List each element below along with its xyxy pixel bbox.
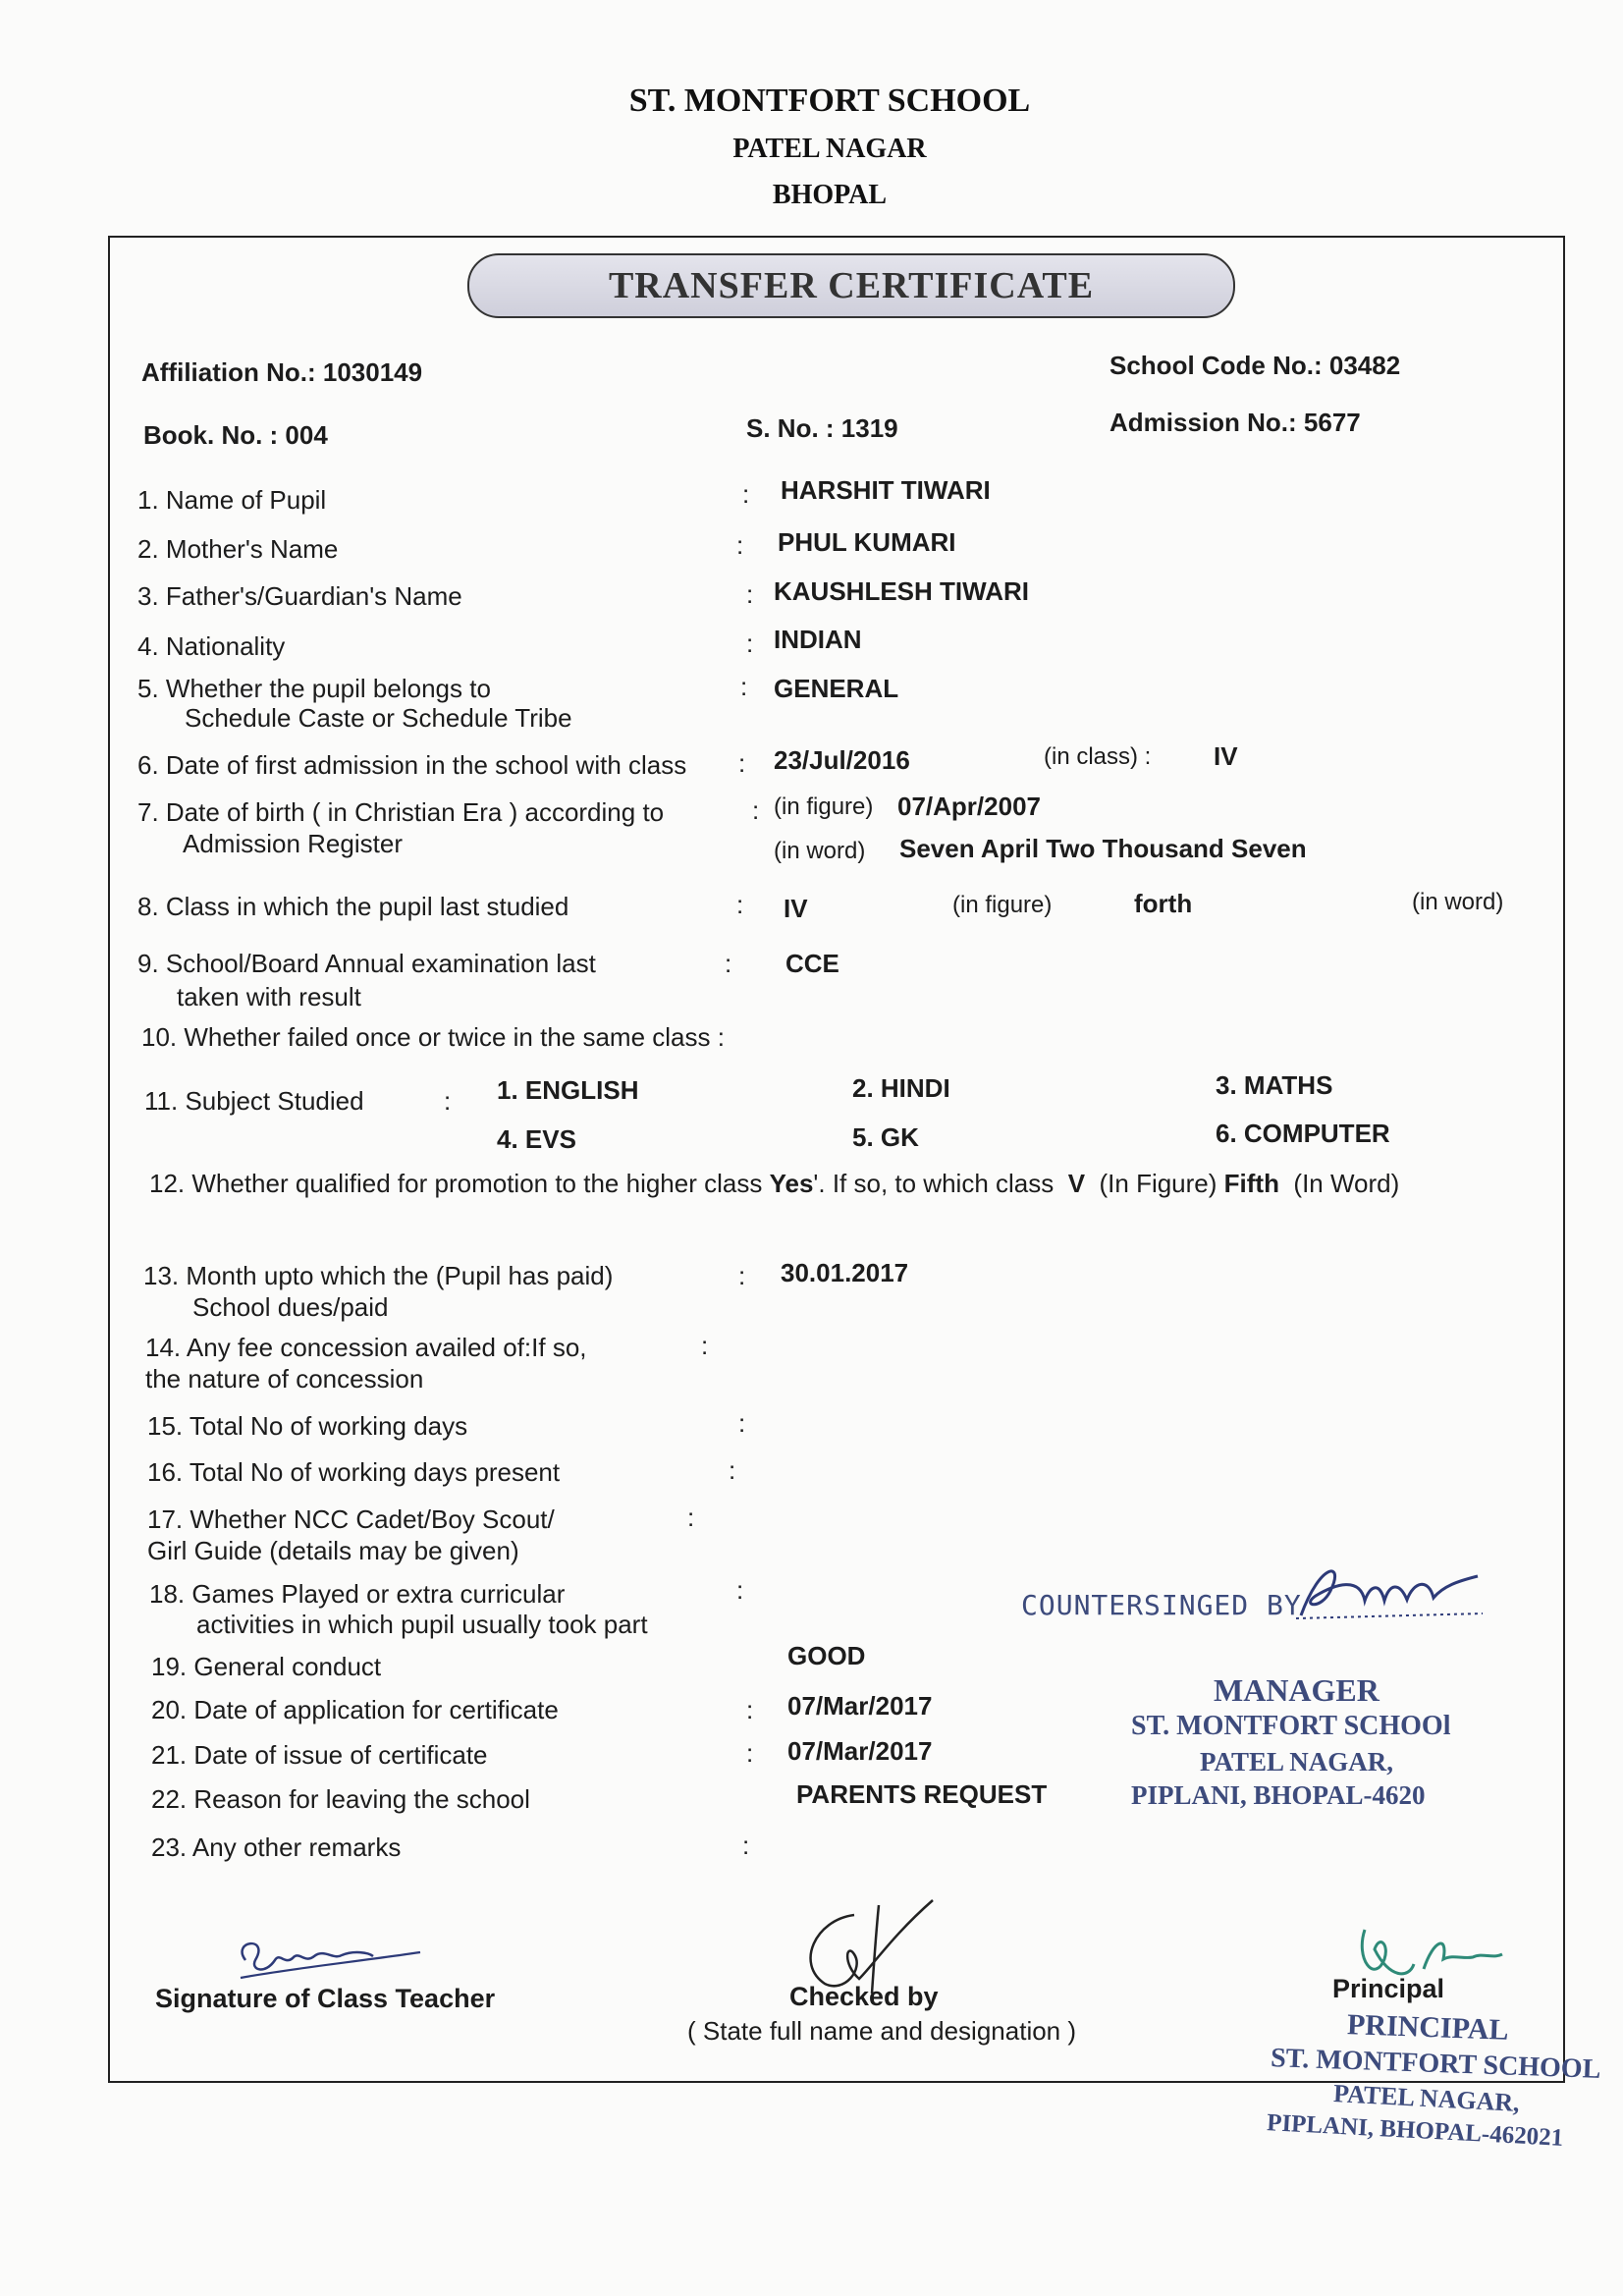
row-4-label: 4. Nationality — [137, 631, 286, 661]
principal-stamp-address: PIPLANI, BHOPAL-462021 — [1266, 2109, 1564, 2152]
nationality: INDIAN — [774, 625, 862, 654]
row-18-label-2: activities in which pupil usually took part — [196, 1610, 648, 1639]
row-12 — [149, 1169, 1399, 1199]
manager-stamp-school: ST. MONTFORT SCHOOl — [1131, 1711, 1451, 1741]
principal-stamp-area: PATEL NAGAR, — [1332, 2079, 1521, 2117]
row-7-label-2: Admission Register — [183, 829, 403, 858]
row-2-label: 2. Mother's Name — [137, 534, 339, 564]
row-17-label-2: Girl Guide (details may be given) — [147, 1536, 519, 1565]
principal-stamp-school: ST. MONTFORT SCHOOL — [1270, 2043, 1601, 2085]
row-13-colon: : — [738, 1261, 746, 1290]
manager-stamp-title: MANAGER — [1214, 1672, 1380, 1708]
row-23-label: 23. Any other remarks — [151, 1832, 402, 1862]
general-conduct: GOOD — [787, 1641, 866, 1670]
book-no: Book. No. : 004 — [143, 420, 328, 450]
principal-label: Principal — [1332, 1974, 1445, 2003]
countersign-stamp: COUNTERSINGED BY — [1021, 1589, 1302, 1621]
row-22-label: 22. Reason for leaving the school — [151, 1784, 530, 1814]
dob-figure-label: (in figure) — [774, 793, 874, 820]
row-9-label: 9. School/Board Annual examination last — [137, 949, 596, 978]
promoted-class-word: Fifth — [1223, 1169, 1279, 1198]
promotion-answer: Yes — [769, 1169, 814, 1198]
subject-1: 1. ENGLISH — [497, 1075, 639, 1105]
row-15-label: 15. Total No of working days — [147, 1411, 468, 1441]
dob-word-label: (in word) — [774, 838, 866, 864]
principal-stamp-title: PRINCIPAL — [1346, 2008, 1509, 2047]
subject-2: 2. HINDI — [852, 1073, 950, 1103]
last-class-figure-label: (in figure) — [952, 892, 1053, 918]
row-21-label: 21. Date of issue of certificate — [151, 1740, 488, 1770]
row-19-label: 19. General conduct — [151, 1652, 382, 1681]
row-9-label-2: taken with result — [177, 982, 361, 1011]
first-admission-date: 23/Jul/2016 — [774, 745, 910, 775]
checked-by-label: Checked by — [789, 1982, 939, 2011]
row-17-label: 17. Whether NCC Cadet/Boy Scout/ — [147, 1504, 555, 1534]
row-4-colon: : — [746, 629, 754, 658]
last-class-word-label: (in word) — [1412, 889, 1504, 915]
mother-name: PHUL KUMARI — [778, 527, 956, 557]
manager-signature — [1291, 1557, 1488, 1630]
row-10-label: 10. Whether failed once or twice in the same class : — [141, 1022, 725, 1052]
row-5-colon: : — [740, 672, 748, 701]
row-5-label-2: Schedule Caste or Schedule Tribe — [185, 703, 572, 733]
last-class-word: forth — [1134, 889, 1193, 918]
row-13-label: 13. Month upto which the (Pupil has paid) — [143, 1261, 614, 1290]
school-name: ST. MONTFORT SCHOOL — [628, 82, 1031, 119]
row-7-label: 7. Date of birth ( in Christian Era ) according to — [137, 797, 665, 827]
row-12-question: 12. Whether qualified for promotion to the higher class — [149, 1169, 763, 1198]
dues-paid-month: 30.01.2017 — [781, 1258, 909, 1287]
row-6-colon: : — [738, 748, 746, 778]
promoted-class-word-label: (In Word) — [1293, 1169, 1400, 1198]
row-18-colon: : — [736, 1575, 744, 1605]
dob-word: Seven April Two Thousand Seven — [899, 834, 1307, 863]
dob-figure: 07/Apr/2007 — [897, 792, 1041, 821]
school-city: BHOPAL — [772, 180, 888, 210]
admission-no: Admission No.: 5677 — [1109, 408, 1361, 437]
row-9-colon: : — [725, 949, 732, 978]
row-16-colon: : — [729, 1455, 736, 1485]
admission-class: IV — [1214, 741, 1238, 771]
issue-date: 07/Mar/2017 — [787, 1736, 933, 1766]
in-class-label: (in class) : — [1044, 743, 1152, 770]
row-13-label-2: School dues/paid — [192, 1292, 389, 1322]
row-18-label: 18. Games Played or extra curricular — [149, 1579, 566, 1609]
row-20-label: 20. Date of application for certificate — [151, 1695, 559, 1724]
subject-6: 6. COMPUTER — [1216, 1119, 1390, 1148]
leaving-reason: PARENTS REQUEST — [796, 1779, 1048, 1809]
caste-category: GENERAL — [774, 674, 899, 703]
row-8-label: 8. Class in which the pupil last studied — [137, 892, 569, 921]
promoted-class: V — [1067, 1169, 1086, 1198]
row-2-colon: : — [736, 530, 744, 560]
row-11-label: 11. Subject Studied — [144, 1086, 364, 1116]
row-14-label: 14. Any fee concession availed of:If so, — [145, 1333, 587, 1362]
certificate-title: TRANSFER CERTIFICATE — [608, 265, 1095, 306]
row-21-colon: : — [746, 1738, 754, 1768]
class-teacher-label: Signature of Class Teacher — [155, 1984, 496, 2013]
row-7-colon: : — [752, 795, 760, 825]
subject-3: 3. MATHS — [1216, 1070, 1333, 1100]
subject-5: 5. GK — [852, 1122, 919, 1152]
row-15-colon: : — [738, 1408, 746, 1438]
title-banner — [467, 253, 1235, 318]
row-5-label: 5. Whether the pupil belongs to — [137, 674, 491, 703]
row-16-label: 16. Total No of working days present — [147, 1457, 561, 1487]
exam-result: CCE — [785, 949, 839, 978]
promoted-class-figure-label: (In Figure) — [1099, 1169, 1217, 1198]
row-1-colon: : — [742, 479, 750, 509]
row-20-colon: : — [746, 1695, 754, 1724]
application-date: 07/Mar/2017 — [787, 1691, 933, 1721]
serial-no: S. No. : 1319 — [746, 413, 898, 443]
row-23-colon: : — [742, 1831, 750, 1860]
manager-stamp-area: PATEL NAGAR, — [1200, 1747, 1394, 1777]
row-14-label-2: the nature of concession — [145, 1364, 424, 1394]
row-3-colon: : — [746, 579, 754, 609]
row-3-label: 3. Father's/Guardian's Name — [137, 581, 462, 611]
manager-stamp-address: PIPLANI, BHOPAL-4620 — [1131, 1780, 1426, 1810]
checked-by-note: ( State full name and designation ) — [687, 2016, 1077, 2046]
father-name: KAUSHLESH TIWARI — [774, 576, 1029, 606]
class-teacher-signature — [226, 1931, 422, 1990]
row-11-colon: : — [444, 1086, 452, 1116]
row-14-colon: : — [701, 1331, 709, 1360]
pupil-name: HARSHIT TIWARI — [781, 475, 991, 505]
last-class: IV — [784, 894, 808, 923]
school-code: School Code No.: 03482 — [1109, 351, 1401, 380]
row-17-colon: : — [687, 1503, 695, 1532]
row-1-label: 1. Name of Pupil — [137, 485, 327, 515]
row-8-colon: : — [736, 890, 744, 919]
affiliation-no: Affiliation No.: 1030149 — [141, 357, 423, 387]
row-12-mid: '. If so, to which class — [813, 1169, 1055, 1198]
school-area: PATEL NAGAR — [732, 134, 927, 164]
subject-4: 4. EVS — [497, 1124, 576, 1154]
row-6-label: 6. Date of first admission in the school with class — [137, 750, 687, 780]
